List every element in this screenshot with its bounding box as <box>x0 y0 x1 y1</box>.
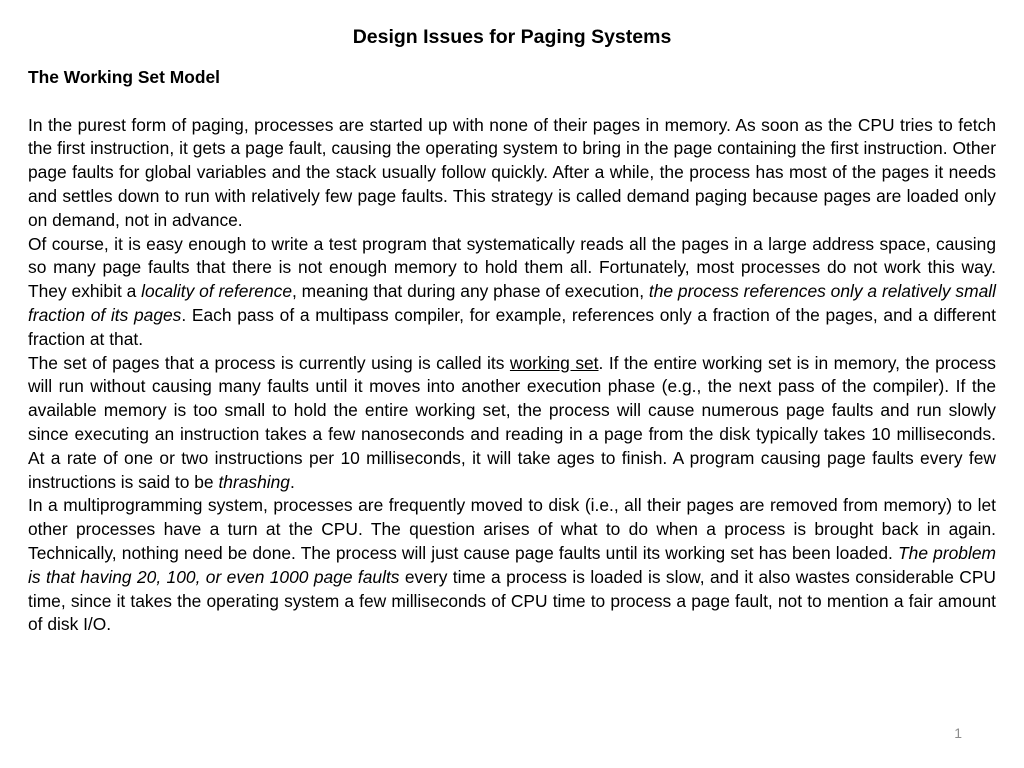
paragraph-text: In the purest form of paging, processes are started up with none of their pages in memory. As soon as the CPU tries to fetch the first instruction, it gets a page fault, causing the operating system to bring in the page containing the first instruction. Other page faults for global variables and the stack usually follow quickly. After a while, the process has most of the pages it needs and settles down to run with relatively few page faults. This strategy is called demand paging because pages are loaded only on demand, not in advance. <box>28 114 996 230</box>
paragraph-text: . Each pass of a multipass compiler, for example, references only a fraction of the pages, and a different fraction at that. <box>28 304 996 349</box>
paragraph-demand-paging <box>28 114 996 233</box>
paragraph-multiprogramming <box>28 494 996 637</box>
section-heading: The Working Set Model <box>28 67 220 87</box>
page-number: 1 <box>954 725 962 741</box>
paragraph-text: , meaning that during any phase of execution, <box>292 281 649 302</box>
paragraph-text: . If the entire working set is in memory, the process will run without causing many faults until it moves into another execution phase (e.g., the next pass of the compiler). If the available memory is too small to hold the entire working set, the process will cause numerous page faults and run slowly since executing an instruction takes a few nanoseconds and reading in a page from the disk typically takes 10 milliseconds. At a rate of one or two instructions per 10 milliseconds, it will take ages to finish. A program causing page faults every few instructions is said to be <box>28 352 996 492</box>
emphasis-locality-of-reference: locality of reference <box>141 281 292 302</box>
paragraph-text: The set of pages that a process is currently using is called its <box>28 352 510 373</box>
paragraph-locality-of-reference <box>28 233 996 352</box>
emphasis-page-faults-problem: The problem is that having 20, 100, or even 1000 page faults <box>28 542 996 587</box>
paragraph-text: Of course, it is easy enough to write a test program that systematically reads all the pages in a large address space, causing so many page faults that there is not enough memory to hold them all. Fortunately, most processes do not work this way. They exhibit a <box>28 233 996 302</box>
emphasis-small-fraction: the process references only a relatively small fraction of its pages <box>28 281 996 325</box>
slide-content <box>28 66 996 637</box>
paragraph-text: In a multiprogramming system, processes are frequently moved to disk (i.e., all their pages are removed from memory) to let other processes have a turn at the CPU. The question arises of what to do when a process is brought back in again. Technically, nothing need be done. The process will just cause page faults until its working set has been loaded. <box>28 495 996 563</box>
paragraph-text: . <box>289 471 295 492</box>
underlined-working-set: working set <box>509 352 599 373</box>
paragraph-working-set <box>28 352 996 495</box>
emphasis-thrashing: thrashing <box>218 471 290 492</box>
paragraph-text: every time a process is loaded is slow, and it also wastes considerable CPU time, since it takes the operating system a few milliseconds of CPU time to process a page fault, not to mention a fair amount of disk I/O. <box>28 566 996 635</box>
slide-title: Design Issues for Paging Systems <box>352 26 672 48</box>
